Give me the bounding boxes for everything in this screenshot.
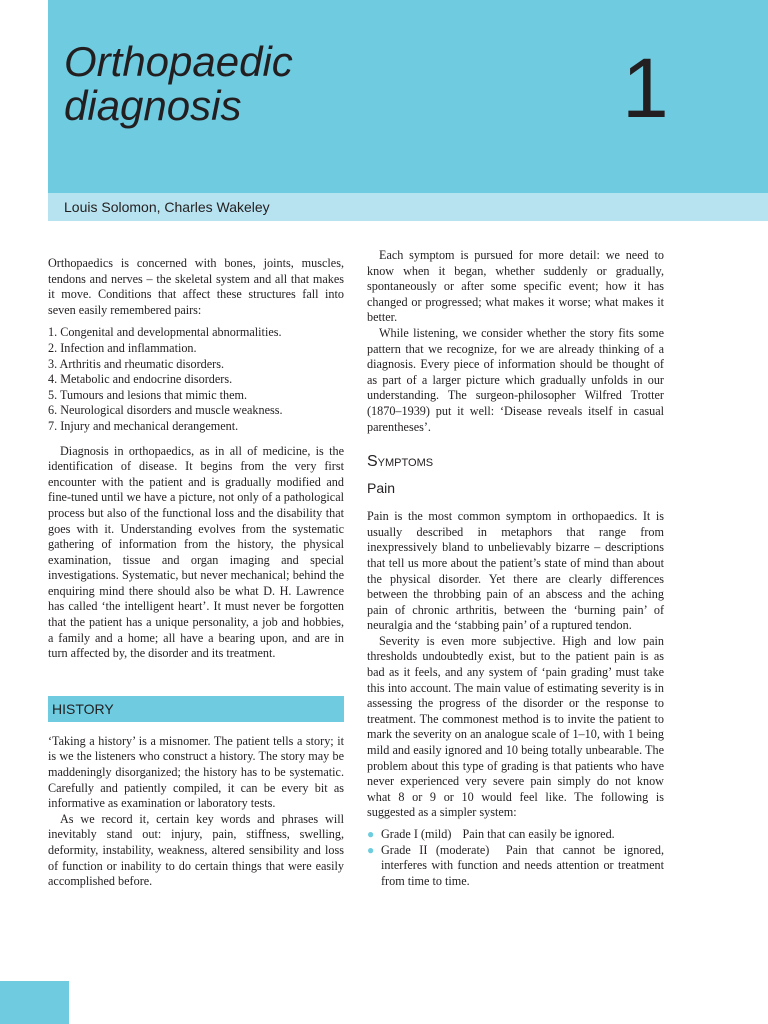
disorder-pairs-list <box>48 325 344 434</box>
pain-paragraph-2: Severity is even more subjective. High and low pain thresholds undoubtedly exist, but to the patient pain is as bad as it feels, and any system of ‘pain grading’ must take this into account. The main value of estimating severity is in assessing the progress of the disorder or the response to treatment. The commonest method is to invite the patient to mark the severity on an analogue scale of 1–10, with 1 being mild and easily ignored and 10 being totally unbearable. The problem about this type of grading is that patients who have never experienced very severe pain simply do not know what 8 or 9 or 10 would feel like. The following is suggested as a simpler system: <box>367 633 664 820</box>
chapter-authors: Louis Solomon, Charles Wakeley <box>64 199 270 215</box>
list-item: 3. Arthritis and rheumatic disorders. <box>48 356 225 371</box>
history-paragraph-1: ‘Taking a history’ is a misnomer. The patient tells a story; it is we the listeners who construct a history. The story may be maddeningly disorganized; the history has to be systematic. Carefully and patiently compiled, it can be every bit as informative as examination or laboratory tests. <box>48 733 344 811</box>
history-heading-box <box>48 696 344 722</box>
right-column <box>367 248 664 889</box>
grade-term: Grade I (mild) <box>381 827 452 841</box>
left-column <box>48 256 344 890</box>
chapter-title-line-2: diagnosis <box>64 82 242 129</box>
history-paragraph-2: As we record it, certain key words and phrases will inevitably stand out: injury, pain, stiffness, swelling, deformity, instability, weakness, altered sensibility and loss of function or inability to do certain things that were easily accomplished before. <box>48 811 344 889</box>
list-item: 2. Infection and inflammation. <box>48 340 197 355</box>
list-item: 1. Congenital and developmental abnormalities. <box>48 325 282 340</box>
symptoms-heading: Symptoms <box>367 453 434 471</box>
history-heading: HISTORY <box>52 700 114 717</box>
pain-grade-list <box>367 827 664 889</box>
page-corner-block <box>0 981 69 1024</box>
spacer <box>48 662 344 696</box>
chapter-title-line-1: Orthopaedic <box>64 38 293 85</box>
chapter-number: 1 <box>622 41 669 135</box>
grade-description: Pain that cannot be ignored, interferes with function and needs attention or treatment from time to time. <box>381 842 664 888</box>
symptom-detail-paragraph: Each symptom is pursued for more detail: we need to know when it began, whether suddenly or gradually, spontaneously or after some specific event; how it has changed or progressed; what makes it worse; what makes it better. <box>367 248 664 325</box>
list-item: 4. Metabolic and endocrine disorders. <box>48 372 233 387</box>
chapter-title <box>64 40 293 128</box>
listening-paragraph: While listening, we consider whether the story fits some pattern that we recognize, for we are already thinking of a diagnosis. Every piece of information should be thought of as part of a larger picture which gradually unfolds in our understanding. The surgeon-philosopher Wilfred Trotter (1870–1939) put it well: ‘Disease reveals itself in casual parentheses’. <box>367 325 664 434</box>
diagnosis-paragraph: Diagnosis in orthopaedics, as in all of medicine, is the identification of disease. It begins from the very first encounter with the patient and is gradually modified and fine-tuned until we have a picture, not only of a pathological process but also of the functional loss and the disability that goes with it. Understanding evolves from the systematic gathering of information from the history, the physical examination, tissue and organ imaging and special investigations. Systematic, but never mechanical; behind the enquiring mind there should also be what D. H. Lawrence has called ‘the intelligent heart’. It must never be forgotten that the patient has a unique personality, a job and hobbies, a family and a home; all have a bearing upon, and are in turn affected by, the disorder and its treatment. <box>48 443 344 661</box>
grade-term: Grade II (moderate) <box>381 842 490 857</box>
list-item: 6. Neurological disorders and muscle weakness. <box>48 403 283 418</box>
bullet-icon: ● <box>367 842 375 857</box>
pain-heading: Pain <box>367 480 396 497</box>
bullet-icon: ● <box>367 827 375 841</box>
list-item <box>367 843 664 890</box>
list-item <box>367 827 664 843</box>
pain-paragraph-1: Pain is the most common symptom in orthopaedics. It is usually described in metaphors that range from inexpressively bland to unbelievably bizarre – descriptions that tell us more about the patient’s state of mind than about the physical disorder. Yet there are clearly differences between the throbbing pain of an abscess and the aching pain of chronic arthritis, between the ‘burning pain’ of neuralgia and the ‘stabbing pain’ of a ruptured tendon. <box>367 509 664 633</box>
list-item: 5. Tumours and lesions that mimic them. <box>48 387 248 402</box>
list-item: 7. Injury and mechanical derangement. <box>48 418 239 433</box>
grade-description: Pain that can easily be ignored. <box>462 827 615 841</box>
intro-paragraph: Orthopaedics is concerned with bones, joints, muscles, tendons and nerves – the skeletal system and all that makes it move. Conditions that affect these structures fall into seven easily remembered pairs: <box>48 256 344 317</box>
